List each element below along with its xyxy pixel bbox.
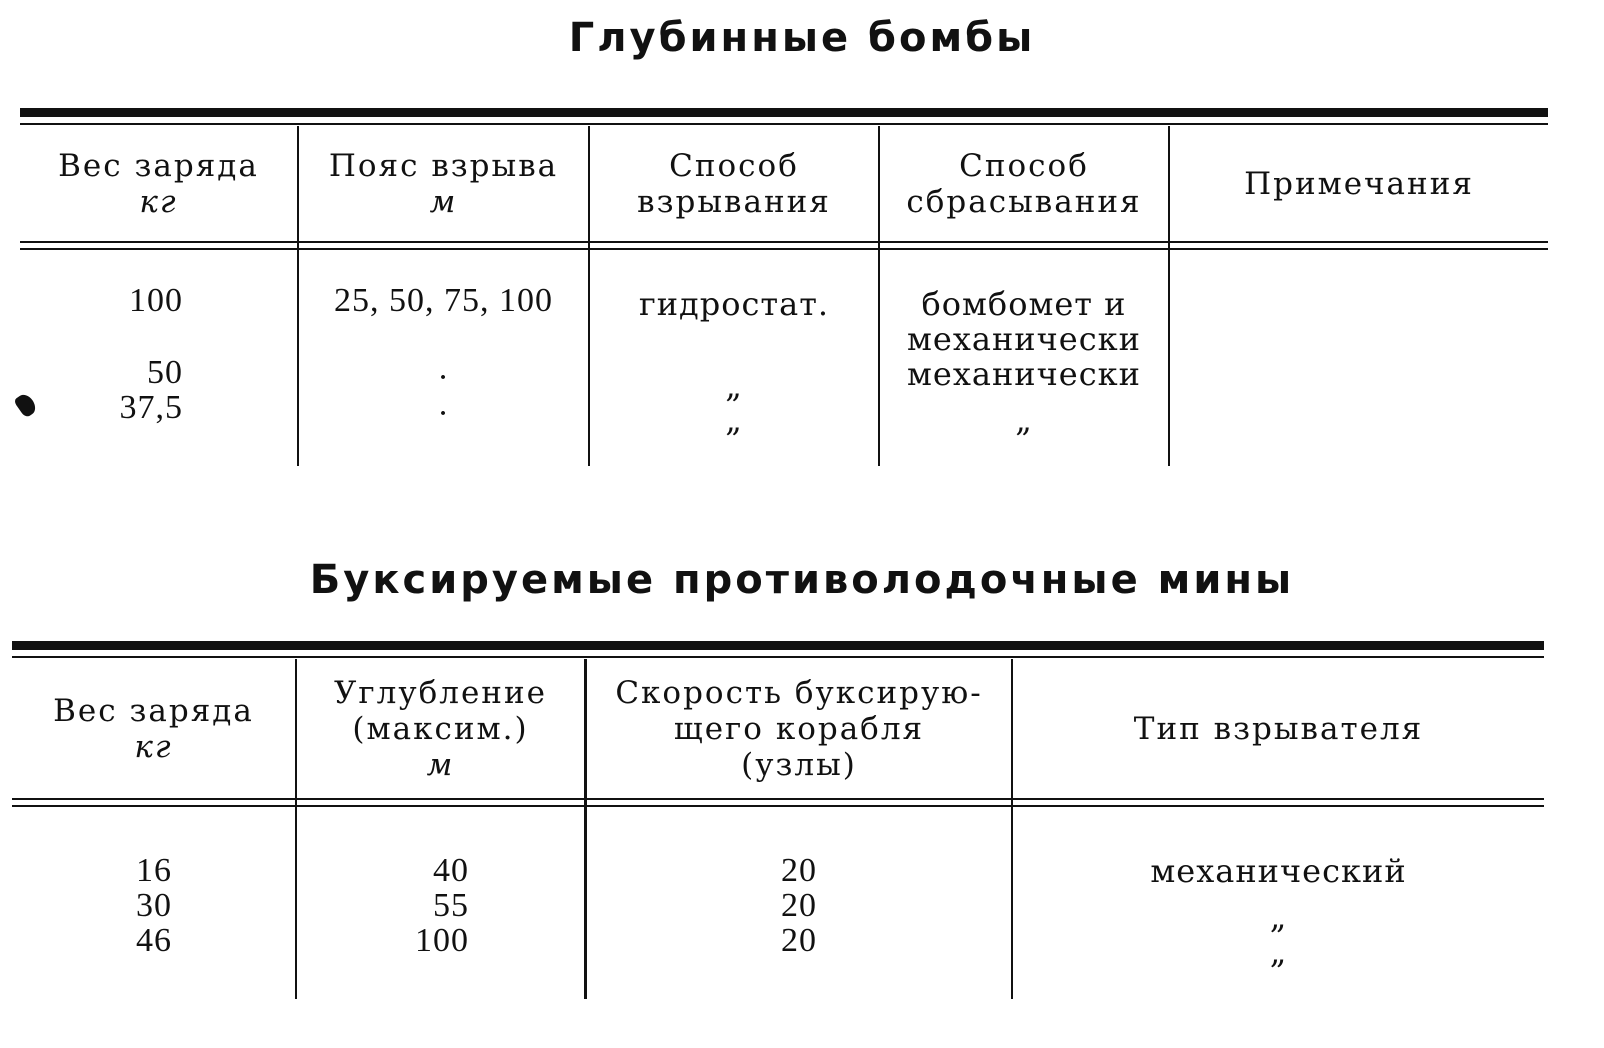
header-fuze-type [1013,661,1544,797]
header-release-line2: сбрасывания [906,184,1142,220]
depth-cell: 40 [433,852,469,889]
detonation-cell: гидростат. [638,285,830,323]
weight-cell: 16 [136,852,172,889]
header-depth-unit: м [426,747,455,783]
header-depth-line2: (максим.) [352,711,529,747]
zone-ditto-cell: · [437,359,450,396]
weight-cell: 50 [147,354,183,391]
speed-cell: 20 [781,887,817,924]
table-top-rule [12,641,1544,650]
release-cell: бомбомет и [921,285,1127,323]
header-weight-unit: кг [134,729,173,765]
weight-cell: 30 [136,887,172,924]
header-rule [12,798,1544,800]
header-depth [297,661,584,797]
header-detonation [590,128,878,240]
weight-cell: 100 [129,282,183,319]
header-fuze-type-label: Тип взрывателя [1133,711,1424,747]
header-weight-label: Вес заряда [53,693,254,729]
header-weight-unit: кг [139,184,178,220]
towed-mines-title: Буксируемые противолодочные мины [309,557,1295,603]
header-zone [299,128,588,240]
table-top-rule [20,108,1548,117]
header-notes-label: Примечания [1244,166,1474,202]
header-notes [1170,128,1548,240]
header-weight [20,128,297,240]
release-cell: механически [907,320,1141,358]
release-cell: механически [907,355,1141,393]
header-zone-label: Пояс взрыва [328,148,559,184]
release-ditto-cell: „ [1015,401,1033,439]
header-detonation-line1: Способ [669,148,799,184]
detonation-ditto-cell: „ [725,401,743,439]
header-release-line1: Способ [959,148,1089,184]
header-zone-unit: м [429,184,458,220]
header-speed-line1: Скорость буксирую- [615,675,983,711]
header-rule [20,241,1548,243]
depth-cell: 55 [433,887,469,924]
speed-cell: 20 [781,922,817,959]
depth-cell: 100 [415,922,469,959]
fuze-cell: механический [1150,852,1407,890]
header-speed [587,661,1011,797]
table-top-rule-thin [12,656,1544,658]
header-detonation-line2: взрывания [637,184,831,220]
detonation-ditto-cell: „ [725,367,743,405]
header-speed-line2: щего корабля [673,711,925,747]
zone-cell: 25, 50, 75, 100 [334,282,553,319]
header-release [880,128,1168,240]
depth-charges-title: Глубинные бомбы [568,15,1036,61]
zone-ditto-cell: · [437,395,450,432]
weight-cell: 46 [136,922,172,959]
fuze-ditto-cell: „ [1269,933,1288,971]
header-speed-line3: (узлы) [741,747,857,783]
towed-mines-table [12,641,1544,1001]
header-weight-label: Вес заряда [58,148,259,184]
fuze-ditto-cell: „ [1269,898,1288,936]
weight-cell: 37,5 [119,389,183,426]
header-rule-second [20,248,1548,250]
header-rule-second [12,805,1544,807]
header-depth-line1: Углубление [334,675,547,711]
speed-cell: 20 [781,852,817,889]
depth-charges-table [20,108,1548,468]
table-top-rule-thin [20,123,1548,125]
header-weight [12,661,295,797]
